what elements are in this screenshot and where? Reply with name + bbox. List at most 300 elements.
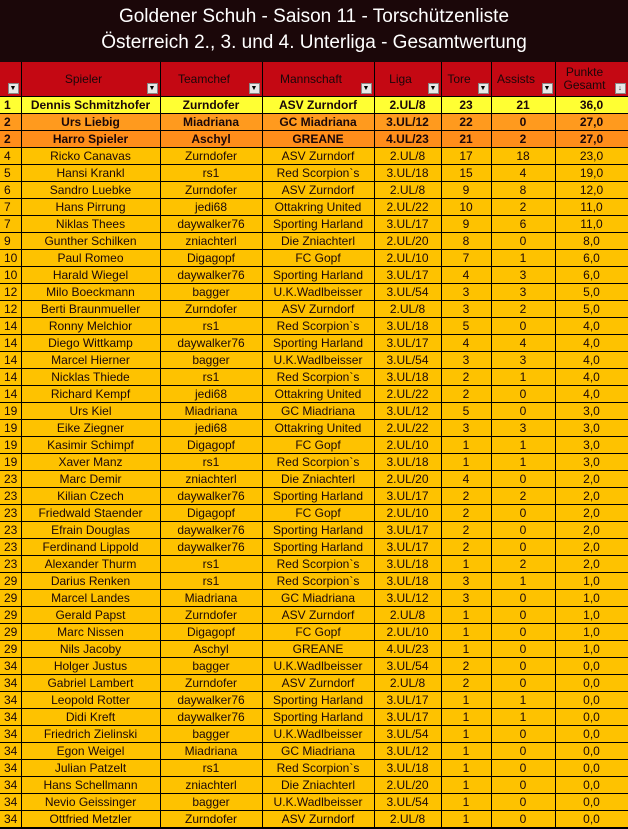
cell-punkte[interactable]: 4,0: [555, 386, 628, 403]
cell-rank[interactable]: 34: [0, 760, 21, 777]
cell-teamchef[interactable]: bagger: [160, 726, 262, 743]
cell-rank[interactable]: 29: [0, 641, 21, 658]
cell-spieler[interactable]: Leopold Rotter: [21, 692, 160, 709]
cell-rank[interactable]: 10: [0, 267, 21, 284]
cell-punkte[interactable]: 2,0: [555, 488, 628, 505]
cell-rank[interactable]: 14: [0, 318, 21, 335]
cell-punkte[interactable]: 5,0: [555, 301, 628, 318]
cell-liga[interactable]: 3.UL/17: [374, 267, 441, 284]
cell-mannschaft[interactable]: U.K.Wadlbeisser: [262, 352, 374, 369]
cell-rank[interactable]: 29: [0, 624, 21, 641]
cell-teamchef[interactable]: bagger: [160, 658, 262, 675]
cell-liga[interactable]: 2.UL/10: [374, 250, 441, 267]
cell-punkte[interactable]: 4,0: [555, 369, 628, 386]
cell-spieler[interactable]: Paul Romeo: [21, 250, 160, 267]
cell-liga[interactable]: 2.UL/20: [374, 777, 441, 794]
cell-spieler[interactable]: Egon Weigel: [21, 743, 160, 760]
cell-assists[interactable]: 2: [491, 556, 555, 573]
cell-spieler[interactable]: Friedwald Staender: [21, 505, 160, 522]
cell-spieler[interactable]: Ronny Melchior: [21, 318, 160, 335]
cell-spieler[interactable]: Urs Liebig: [21, 114, 160, 131]
cell-punkte[interactable]: 0,0: [555, 726, 628, 743]
cell-mannschaft[interactable]: ASV Zurndorf: [262, 148, 374, 165]
cell-liga[interactable]: 2.UL/8: [374, 301, 441, 318]
cell-mannschaft[interactable]: Red Scorpion`s: [262, 760, 374, 777]
cell-teamchef[interactable]: daywalker76: [160, 267, 262, 284]
cell-punkte[interactable]: 5,0: [555, 284, 628, 301]
cell-punkte[interactable]: 3,0: [555, 454, 628, 471]
cell-rank[interactable]: 14: [0, 335, 21, 352]
cell-rank[interactable]: 29: [0, 607, 21, 624]
cell-spieler[interactable]: Ferdinand Lippold: [21, 539, 160, 556]
cell-assists[interactable]: 0: [491, 403, 555, 420]
cell-teamchef[interactable]: jedi68: [160, 386, 262, 403]
cell-assists[interactable]: 0: [491, 641, 555, 658]
cell-mannschaft[interactable]: Sporting Harland: [262, 709, 374, 726]
cell-mannschaft[interactable]: Ottakring United: [262, 386, 374, 403]
cell-liga[interactable]: 4.UL/23: [374, 641, 441, 658]
cell-liga[interactable]: 2.UL/22: [374, 420, 441, 437]
cell-rank[interactable]: 2: [0, 131, 21, 148]
cell-teamchef[interactable]: Aschyl: [160, 131, 262, 148]
cell-spieler[interactable]: Milo Boeckmann: [21, 284, 160, 301]
cell-liga[interactable]: 3.UL/12: [374, 590, 441, 607]
cell-tore[interactable]: 8: [441, 233, 491, 250]
cell-teamchef[interactable]: Miadriana: [160, 114, 262, 131]
cell-assists[interactable]: 0: [491, 386, 555, 403]
cell-assists[interactable]: 2: [491, 488, 555, 505]
header-assists[interactable]: Assists ▼: [491, 62, 555, 97]
cell-spieler[interactable]: Eike Ziegner: [21, 420, 160, 437]
cell-liga[interactable]: 3.UL/17: [374, 692, 441, 709]
cell-teamchef[interactable]: Miadriana: [160, 403, 262, 420]
cell-spieler[interactable]: Ricko Canavas: [21, 148, 160, 165]
cell-tore[interactable]: 1: [441, 726, 491, 743]
cell-mannschaft[interactable]: Red Scorpion`s: [262, 573, 374, 590]
cell-spieler[interactable]: Friedrich Zielinski: [21, 726, 160, 743]
cell-mannschaft[interactable]: Sporting Harland: [262, 692, 374, 709]
cell-tore[interactable]: 1: [441, 454, 491, 471]
cell-assists[interactable]: 3: [491, 420, 555, 437]
cell-punkte[interactable]: 11,0: [555, 216, 628, 233]
cell-rank[interactable]: 29: [0, 590, 21, 607]
cell-teamchef[interactable]: Zurndofer: [160, 97, 262, 114]
cell-spieler[interactable]: Julian Patzelt: [21, 760, 160, 777]
cell-tore[interactable]: 2: [441, 488, 491, 505]
cell-assists[interactable]: 8: [491, 182, 555, 199]
cell-rank[interactable]: 23: [0, 539, 21, 556]
cell-spieler[interactable]: Marcel Hierner: [21, 352, 160, 369]
cell-spieler[interactable]: Kasimir Schimpf: [21, 437, 160, 454]
cell-mannschaft[interactable]: Die Zniachterl: [262, 233, 374, 250]
cell-assists[interactable]: 0: [491, 777, 555, 794]
cell-liga[interactable]: 3.UL/54: [374, 352, 441, 369]
cell-liga[interactable]: 3.UL/54: [374, 794, 441, 811]
cell-teamchef[interactable]: Miadriana: [160, 590, 262, 607]
cell-liga[interactable]: 3.UL/12: [374, 743, 441, 760]
cell-spieler[interactable]: Gunther Schilken: [21, 233, 160, 250]
cell-mannschaft[interactable]: U.K.Wadlbeisser: [262, 284, 374, 301]
filter-dropdown-icon[interactable]: ▼: [542, 83, 553, 94]
cell-rank[interactable]: 19: [0, 454, 21, 471]
cell-mannschaft[interactable]: Die Zniachterl: [262, 777, 374, 794]
cell-mannschaft[interactable]: FC Gopf: [262, 505, 374, 522]
cell-liga[interactable]: 3.UL/17: [374, 488, 441, 505]
filter-dropdown-icon[interactable]: ▼: [478, 83, 489, 94]
cell-mannschaft[interactable]: Red Scorpion`s: [262, 556, 374, 573]
cell-assists[interactable]: 1: [491, 454, 555, 471]
cell-assists[interactable]: 1: [491, 437, 555, 454]
cell-assists[interactable]: 1: [491, 709, 555, 726]
header-punkte-gesamt[interactable]: Punkte Gesamt ↓: [555, 62, 628, 97]
cell-rank[interactable]: 23: [0, 505, 21, 522]
cell-liga[interactable]: 2.UL/10: [374, 505, 441, 522]
cell-assists[interactable]: 18: [491, 148, 555, 165]
cell-rank[interactable]: 14: [0, 386, 21, 403]
cell-spieler[interactable]: Ottfried Metzler: [21, 811, 160, 828]
cell-punkte[interactable]: 2,0: [555, 505, 628, 522]
cell-tore[interactable]: 1: [441, 760, 491, 777]
cell-rank[interactable]: 23: [0, 556, 21, 573]
cell-liga[interactable]: 2.UL/8: [374, 811, 441, 828]
cell-tore[interactable]: 1: [441, 624, 491, 641]
cell-punkte[interactable]: 4,0: [555, 335, 628, 352]
cell-teamchef[interactable]: rs1: [160, 369, 262, 386]
cell-tore[interactable]: 5: [441, 403, 491, 420]
cell-teamchef[interactable]: Aschyl: [160, 641, 262, 658]
cell-rank[interactable]: 23: [0, 522, 21, 539]
cell-tore[interactable]: 2: [441, 386, 491, 403]
cell-spieler[interactable]: Hansi Krankl: [21, 165, 160, 182]
cell-rank[interactable]: 23: [0, 471, 21, 488]
cell-punkte[interactable]: 11,0: [555, 199, 628, 216]
cell-mannschaft[interactable]: FC Gopf: [262, 437, 374, 454]
cell-mannschaft[interactable]: GREANE: [262, 131, 374, 148]
cell-assists[interactable]: 3: [491, 284, 555, 301]
cell-teamchef[interactable]: Zurndofer: [160, 675, 262, 692]
cell-teamchef[interactable]: rs1: [160, 760, 262, 777]
cell-teamchef[interactable]: zniachterl: [160, 471, 262, 488]
cell-teamchef[interactable]: jedi68: [160, 199, 262, 216]
cell-teamchef[interactable]: daywalker76: [160, 335, 262, 352]
cell-teamchef[interactable]: Zurndofer: [160, 182, 262, 199]
cell-spieler[interactable]: Darius Renken: [21, 573, 160, 590]
cell-teamchef[interactable]: daywalker76: [160, 539, 262, 556]
cell-tore[interactable]: 3: [441, 573, 491, 590]
cell-tore[interactable]: 1: [441, 556, 491, 573]
cell-assists[interactable]: 0: [491, 590, 555, 607]
cell-punkte[interactable]: 2,0: [555, 471, 628, 488]
cell-tore[interactable]: 1: [441, 692, 491, 709]
cell-rank[interactable]: 34: [0, 675, 21, 692]
cell-assists[interactable]: 1: [491, 250, 555, 267]
cell-mannschaft[interactable]: Sporting Harland: [262, 216, 374, 233]
cell-liga[interactable]: 3.UL/18: [374, 318, 441, 335]
cell-teamchef[interactable]: daywalker76: [160, 216, 262, 233]
cell-liga[interactable]: 3.UL/17: [374, 539, 441, 556]
cell-rank[interactable]: 34: [0, 794, 21, 811]
cell-tore[interactable]: 5: [441, 318, 491, 335]
cell-teamchef[interactable]: bagger: [160, 284, 262, 301]
cell-teamchef[interactable]: rs1: [160, 454, 262, 471]
cell-punkte[interactable]: 0,0: [555, 777, 628, 794]
cell-teamchef[interactable]: Digagopf: [160, 437, 262, 454]
cell-assists[interactable]: 0: [491, 233, 555, 250]
cell-tore[interactable]: 2: [441, 522, 491, 539]
cell-rank[interactable]: 34: [0, 743, 21, 760]
cell-rank[interactable]: 2: [0, 114, 21, 131]
cell-rank[interactable]: 34: [0, 777, 21, 794]
cell-punkte[interactable]: 19,0: [555, 165, 628, 182]
cell-liga[interactable]: 3.UL/12: [374, 114, 441, 131]
cell-spieler[interactable]: Alexander Thurm: [21, 556, 160, 573]
cell-teamchef[interactable]: Digagopf: [160, 624, 262, 641]
cell-liga[interactable]: 3.UL/18: [374, 454, 441, 471]
cell-tore[interactable]: 3: [441, 352, 491, 369]
cell-mannschaft[interactable]: Red Scorpion`s: [262, 369, 374, 386]
cell-liga[interactable]: 3.UL/18: [374, 556, 441, 573]
cell-assists[interactable]: 0: [491, 726, 555, 743]
cell-punkte[interactable]: 8,0: [555, 233, 628, 250]
cell-liga[interactable]: 3.UL/18: [374, 573, 441, 590]
cell-punkte[interactable]: 1,0: [555, 624, 628, 641]
cell-punkte[interactable]: 36,0: [555, 97, 628, 114]
cell-tore[interactable]: 7: [441, 250, 491, 267]
cell-mannschaft[interactable]: U.K.Wadlbeisser: [262, 726, 374, 743]
cell-liga[interactable]: 2.UL/20: [374, 471, 441, 488]
cell-mannschaft[interactable]: Die Zniachterl: [262, 471, 374, 488]
cell-assists[interactable]: 2: [491, 131, 555, 148]
cell-rank[interactable]: 12: [0, 284, 21, 301]
cell-spieler[interactable]: Urs Kiel: [21, 403, 160, 420]
cell-rank[interactable]: 5: [0, 165, 21, 182]
cell-liga[interactable]: 3.UL/18: [374, 760, 441, 777]
cell-tore[interactable]: 4: [441, 267, 491, 284]
cell-tore[interactable]: 2: [441, 369, 491, 386]
cell-rank[interactable]: 19: [0, 420, 21, 437]
cell-assists[interactable]: 0: [491, 811, 555, 828]
cell-liga[interactable]: 3.UL/17: [374, 335, 441, 352]
cell-assists[interactable]: 6: [491, 216, 555, 233]
cell-punkte[interactable]: 1,0: [555, 573, 628, 590]
cell-punkte[interactable]: 0,0: [555, 743, 628, 760]
cell-mannschaft[interactable]: ASV Zurndorf: [262, 301, 374, 318]
cell-spieler[interactable]: Richard Kempf: [21, 386, 160, 403]
cell-mannschaft[interactable]: Red Scorpion`s: [262, 318, 374, 335]
cell-assists[interactable]: 0: [491, 743, 555, 760]
cell-tore[interactable]: 2: [441, 505, 491, 522]
filter-dropdown-icon[interactable]: ▼: [361, 83, 372, 94]
cell-assists[interactable]: 0: [491, 675, 555, 692]
cell-spieler[interactable]: Harro Spieler: [21, 131, 160, 148]
cell-tore[interactable]: 1: [441, 794, 491, 811]
cell-rank[interactable]: 34: [0, 709, 21, 726]
filter-dropdown-icon[interactable]: ▼: [8, 83, 19, 94]
cell-assists[interactable]: 1: [491, 369, 555, 386]
cell-liga[interactable]: 3.UL/54: [374, 658, 441, 675]
cell-teamchef[interactable]: daywalker76: [160, 709, 262, 726]
cell-teamchef[interactable]: Digagopf: [160, 250, 262, 267]
cell-liga[interactable]: 2.UL/8: [374, 607, 441, 624]
cell-teamchef[interactable]: zniachterl: [160, 777, 262, 794]
cell-punkte[interactable]: 6,0: [555, 250, 628, 267]
cell-teamchef[interactable]: jedi68: [160, 420, 262, 437]
cell-teamchef[interactable]: Zurndofer: [160, 301, 262, 318]
cell-teamchef[interactable]: daywalker76: [160, 692, 262, 709]
cell-tore[interactable]: 21: [441, 131, 491, 148]
cell-tore[interactable]: 1: [441, 743, 491, 760]
cell-rank[interactable]: 7: [0, 216, 21, 233]
cell-spieler[interactable]: Sandro Luebke: [21, 182, 160, 199]
cell-liga[interactable]: 2.UL/10: [374, 437, 441, 454]
cell-punkte[interactable]: 2,0: [555, 522, 628, 539]
cell-teamchef[interactable]: rs1: [160, 556, 262, 573]
cell-mannschaft[interactable]: ASV Zurndorf: [262, 97, 374, 114]
cell-teamchef[interactable]: bagger: [160, 794, 262, 811]
header-mannschaft[interactable]: Mannschaft ▼: [262, 62, 374, 97]
cell-spieler[interactable]: Harald Wiegel: [21, 267, 160, 284]
cell-rank[interactable]: 34: [0, 811, 21, 828]
cell-tore[interactable]: 1: [441, 641, 491, 658]
cell-liga[interactable]: 3.UL/17: [374, 216, 441, 233]
cell-spieler[interactable]: Marcel Landes: [21, 590, 160, 607]
cell-assists[interactable]: 0: [491, 522, 555, 539]
cell-mannschaft[interactable]: U.K.Wadlbeisser: [262, 658, 374, 675]
cell-liga[interactable]: 4.UL/23: [374, 131, 441, 148]
filter-dropdown-icon[interactable]: ▼: [428, 83, 439, 94]
cell-assists[interactable]: 0: [491, 658, 555, 675]
cell-punkte[interactable]: 0,0: [555, 692, 628, 709]
cell-liga[interactable]: 2.UL/8: [374, 97, 441, 114]
cell-liga[interactable]: 3.UL/18: [374, 165, 441, 182]
cell-punkte[interactable]: 27,0: [555, 114, 628, 131]
cell-tore[interactable]: 23: [441, 97, 491, 114]
cell-teamchef[interactable]: rs1: [160, 573, 262, 590]
cell-rank[interactable]: 34: [0, 658, 21, 675]
cell-teamchef[interactable]: Zurndofer: [160, 607, 262, 624]
cell-punkte[interactable]: 2,0: [555, 556, 628, 573]
cell-rank[interactable]: 12: [0, 301, 21, 318]
cell-spieler[interactable]: Marc Nissen: [21, 624, 160, 641]
cell-spieler[interactable]: Niklas Thees: [21, 216, 160, 233]
cell-mannschaft[interactable]: Ottakring United: [262, 199, 374, 216]
cell-assists[interactable]: 3: [491, 267, 555, 284]
cell-punkte[interactable]: 0,0: [555, 658, 628, 675]
cell-punkte[interactable]: 6,0: [555, 267, 628, 284]
cell-punkte[interactable]: 1,0: [555, 607, 628, 624]
cell-mannschaft[interactable]: Sporting Harland: [262, 335, 374, 352]
cell-liga[interactable]: 2.UL/10: [374, 624, 441, 641]
cell-spieler[interactable]: Holger Justus: [21, 658, 160, 675]
cell-teamchef[interactable]: rs1: [160, 318, 262, 335]
cell-mannschaft[interactable]: GC Miadriana: [262, 590, 374, 607]
cell-liga[interactable]: 2.UL/8: [374, 182, 441, 199]
cell-tore[interactable]: 2: [441, 658, 491, 675]
cell-punkte[interactable]: 0,0: [555, 811, 628, 828]
cell-tore[interactable]: 4: [441, 471, 491, 488]
cell-mannschaft[interactable]: FC Gopf: [262, 250, 374, 267]
cell-mannschaft[interactable]: U.K.Wadlbeisser: [262, 794, 374, 811]
cell-spieler[interactable]: Gabriel Lambert: [21, 675, 160, 692]
cell-mannschaft[interactable]: Ottakring United: [262, 420, 374, 437]
cell-mannschaft[interactable]: Red Scorpion`s: [262, 454, 374, 471]
header-spieler[interactable]: Spieler ▼: [21, 62, 160, 97]
cell-tore[interactable]: 22: [441, 114, 491, 131]
cell-rank[interactable]: 23: [0, 488, 21, 505]
cell-assists[interactable]: 0: [491, 505, 555, 522]
header-teamchef[interactable]: Teamchef ▼: [160, 62, 262, 97]
cell-assists[interactable]: 2: [491, 301, 555, 318]
cell-tore[interactable]: 17: [441, 148, 491, 165]
cell-spieler[interactable]: Nevio Geissinger: [21, 794, 160, 811]
cell-tore[interactable]: 1: [441, 811, 491, 828]
cell-rank[interactable]: 14: [0, 352, 21, 369]
cell-teamchef[interactable]: zniachterl: [160, 233, 262, 250]
cell-mannschaft[interactable]: FC Gopf: [262, 624, 374, 641]
cell-spieler[interactable]: Gerald Papst: [21, 607, 160, 624]
cell-punkte[interactable]: 2,0: [555, 539, 628, 556]
cell-assists[interactable]: 2: [491, 199, 555, 216]
cell-liga[interactable]: 3.UL/18: [374, 369, 441, 386]
cell-liga[interactable]: 3.UL/12: [374, 403, 441, 420]
cell-tore[interactable]: 15: [441, 165, 491, 182]
cell-tore[interactable]: 9: [441, 182, 491, 199]
cell-rank[interactable]: 19: [0, 403, 21, 420]
cell-mannschaft[interactable]: Red Scorpion`s: [262, 165, 374, 182]
cell-mannschaft[interactable]: Sporting Harland: [262, 488, 374, 505]
cell-rank[interactable]: 10: [0, 250, 21, 267]
cell-assists[interactable]: 1: [491, 692, 555, 709]
cell-mannschaft[interactable]: GC Miadriana: [262, 403, 374, 420]
cell-spieler[interactable]: Xaver Manz: [21, 454, 160, 471]
cell-spieler[interactable]: Berti Braunmueller: [21, 301, 160, 318]
cell-rank[interactable]: 34: [0, 726, 21, 743]
cell-spieler[interactable]: Nicklas Thiede: [21, 369, 160, 386]
cell-spieler[interactable]: Nils Jacoby: [21, 641, 160, 658]
sort-descending-icon[interactable]: ↓: [615, 83, 626, 94]
cell-mannschaft[interactable]: ASV Zurndorf: [262, 182, 374, 199]
cell-assists[interactable]: 0: [491, 114, 555, 131]
cell-tore[interactable]: 1: [441, 777, 491, 794]
cell-liga[interactable]: 3.UL/17: [374, 709, 441, 726]
cell-tore[interactable]: 1: [441, 709, 491, 726]
cell-rank[interactable]: 29: [0, 573, 21, 590]
cell-spieler[interactable]: Hans Pirrung: [21, 199, 160, 216]
cell-punkte[interactable]: 0,0: [555, 675, 628, 692]
header-liga[interactable]: Liga ▼: [374, 62, 441, 97]
cell-rank[interactable]: 7: [0, 199, 21, 216]
cell-liga[interactable]: 2.UL/22: [374, 199, 441, 216]
cell-assists[interactable]: 4: [491, 165, 555, 182]
cell-assists[interactable]: 21: [491, 97, 555, 114]
cell-teamchef[interactable]: Digagopf: [160, 505, 262, 522]
cell-liga[interactable]: 3.UL/54: [374, 726, 441, 743]
cell-rank[interactable]: 4: [0, 148, 21, 165]
cell-mannschaft[interactable]: GC Miadriana: [262, 743, 374, 760]
cell-punkte[interactable]: 0,0: [555, 760, 628, 777]
cell-tore[interactable]: 3: [441, 301, 491, 318]
cell-punkte[interactable]: 1,0: [555, 590, 628, 607]
cell-spieler[interactable]: Diego Wittkamp: [21, 335, 160, 352]
cell-spieler[interactable]: Hans Schellmann: [21, 777, 160, 794]
cell-tore[interactable]: 3: [441, 590, 491, 607]
cell-tore[interactable]: 3: [441, 284, 491, 301]
cell-rank[interactable]: 9: [0, 233, 21, 250]
cell-mannschaft[interactable]: ASV Zurndorf: [262, 607, 374, 624]
cell-spieler[interactable]: Kilian Czech: [21, 488, 160, 505]
cell-assists[interactable]: 0: [491, 539, 555, 556]
cell-assists[interactable]: 0: [491, 318, 555, 335]
